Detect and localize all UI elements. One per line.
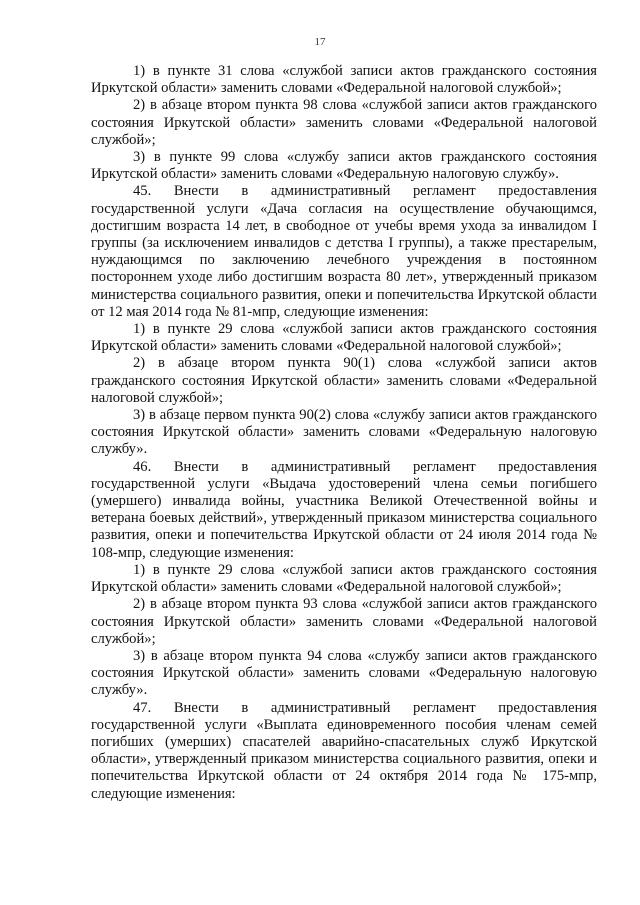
section-paragraph-45: 45. Внести в административный регламент предоставления государственной услуги «Дача согласия на осуществление обучающимся, достигшим возраста 14 лет, в свободное от учебы время ухода за инвалидом I группы (за исключением инвалидов с детства I группы), а также престарелым, нуждающимся по заключению лечебного учреждения в постоянном постороннем уходе либо достигшим возраста 80 лет», утвержденный приказом министерства социального развития, опеки и попечительства Иркутской области от 12 мая 2014 года № 81-мпр, следующие изменения: [91, 183, 597, 320]
document-body [91, 63, 597, 803]
page-number: 17 [314, 36, 326, 48]
amendment-item: 3) в абзаце втором пункта 94 слова «службу записи актов гражданского состояния Иркутской области» заменить словами «Федеральную налоговую службу». [91, 647, 597, 699]
amendment-item: 2) в абзаце втором пункта 98 слова «службой записи актов гражданского состояния Иркутской области» заменить словами «Федеральной налоговой службой»; [91, 97, 597, 148]
amendment-item: 3) в пункте 99 слова «службу записи актов гражданского состояния Иркутской области» заменить словами «Федеральную налоговую службу». [91, 149, 597, 183]
amendment-item: 3) в абзаце первом пункта 90(2) слова «службу записи актов гражданского состояния Иркутской области» заменить словами «Федеральную налоговую службу». [91, 407, 597, 458]
amendment-item: 1) в пункте 29 слова «службой записи актов гражданского состояния Иркутской области» заменить словами «Федеральной налоговой службой»; [91, 561, 597, 596]
amendment-item: 2) в абзаце втором пункта 90(1) слова «службой записи актов гражданского состояния Иркутской области» заменить словами «Федеральной налоговой службой»; [91, 355, 597, 406]
section-paragraph-46: 46. Внести в административный регламент предоставления государственной услуги «Выдача удостоверений члена семьи погибшего (умершего) инвалида войны, участника Великой Отечественной войны и ветерана боевых действий», утвержденный приказом министерства социального развития, опеки и попечительства Иркутской области от 24 июля 2014 года № 108-мпр, следующие изменения: [91, 458, 597, 561]
amendment-item: 2) в абзаце втором пункта 93 слова «службой записи актов гражданского состояния Иркутской области» заменить словами «Федеральной налоговой службой»; [91, 596, 597, 647]
section-paragraph-47: 47. Внести в административный регламент предоставления государственной услуги «Выплата единовременного пособия членам семей погибших (умерших) спасателей аварийно-спасательных служб Иркутской области», утвержденный приказом министерства социального развития, опеки и попечительства Иркутской области от 24 октября 2014 года № 175-мпр, следующие изменения: [91, 699, 597, 802]
amendment-item: 1) в пункте 29 слова «службой записи актов гражданского состояния Иркутской области» заменить словами «Федеральной налоговой службой»; [91, 321, 597, 355]
amendment-item: 1) в пункте 31 слова «службой записи актов гражданского состояния Иркутской области» заменить словами «Федеральной налоговой службой»; [91, 63, 597, 97]
